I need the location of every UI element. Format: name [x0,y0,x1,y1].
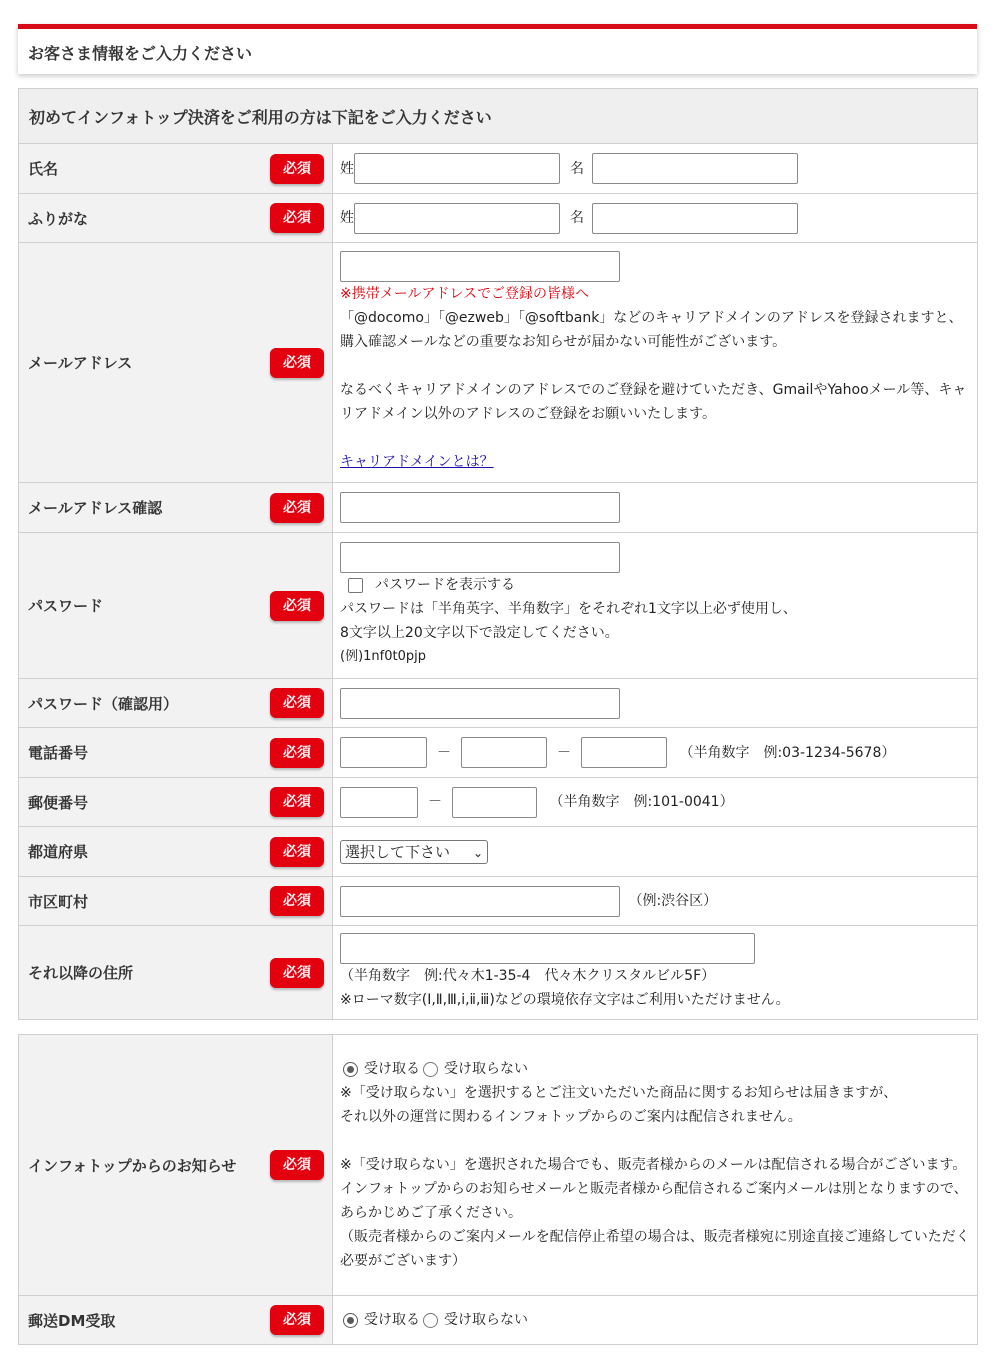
dash-separator: － [437,744,451,761]
dm-receive-radio[interactable] [343,1313,358,1328]
dm-decline-label: 受け取らない [444,1312,528,1328]
password-confirm-label: パスワード（確認用） 必須 [19,679,333,728]
email-input[interactable] [340,251,620,282]
zip-part2-input[interactable] [452,787,537,818]
password-input[interactable] [340,542,620,573]
phone-part2-input[interactable] [461,737,547,768]
address-input[interactable] [340,933,755,964]
notifications-decline-label: 受け取らない [444,1061,528,1077]
notifications-label: インフォトップからのお知らせ 必須 [19,1035,333,1296]
password-confirm-input[interactable] [340,688,620,719]
customer-info-form [18,88,978,1020]
notifications-receive-radio[interactable] [343,1062,358,1077]
notifications-note-1: ※「受け取らない」を選択するとご注文いただいた商品に関するお知らせは届きますが、 [340,1085,898,1101]
zip-part1-input[interactable] [340,787,418,818]
name-label: 氏名 必須 [19,144,333,194]
required-badge: 必須 [270,493,324,523]
first-name-prefix: 名 [570,160,584,177]
zip-label: 郵便番号 必須 [19,778,333,827]
address-field-cell [333,926,978,1020]
email-field-cell [333,243,978,483]
last-kana-prefix: 姓 [340,210,354,226]
dm-field-cell [333,1296,978,1345]
zip-hint: （半角数字 例:101-0041） [549,794,734,810]
notifications-note-5: （販売者様からのご案内メールを配信停止希望の場合は、販売者様宛に別途直接ご連絡していただく必要がございます） [340,1229,970,1269]
chevron-down-icon: ⌄ [472,845,483,860]
city-label: 市区町村 必須 [19,877,333,926]
dash-separator: － [428,794,442,810]
kana-field-cell [333,194,978,243]
phone-hint: （半角数字 例:03-1234-5678） [679,744,896,761]
email-confirm-field-cell [333,483,978,533]
first-kana-input[interactable] [592,203,798,234]
dm-receive-label: 受け取る [364,1312,420,1328]
dm-label: 郵送DM受取 必須 [19,1296,333,1345]
required-badge: 必須 [270,1150,324,1180]
show-password-label: パスワードを表示する [375,577,515,593]
required-badge: 必須 [270,958,324,988]
address-label: それ以降の住所 必須 [19,926,333,1020]
carrier-warning-text: 「@docomo」「@ezweb」「@softbank」などのキャリアドメインのアドレスを登録されますと、購入確認メールなどの重要なお知らせが届かない可能性がございます。 [340,310,963,350]
carrier-advice-text: なるべくキャリアドメインのアドレスでのご登録を避けていただき、GmailやYahooメール等、キャリアドメイン以外のアドレスのご登録をお願いいたします。 [340,382,967,422]
first-kana-prefix: 名 [570,210,584,226]
last-kana-input[interactable] [354,203,560,234]
prefecture-selected-value: 選択して下さい [345,842,451,861]
prefecture-label: 都道府県 必須 [19,827,333,877]
kana-label: ふりがな 必須 [19,194,333,243]
first-name-input[interactable] [592,153,798,184]
required-badge: 必須 [270,154,324,184]
name-field-cell [333,144,978,194]
notifications-note-2: それ以外の運営に関わるインフォトップからのご案内は配信されません。 [340,1109,802,1125]
required-badge: 必須 [270,738,324,768]
password-example: (例)1nf0t0pjp [340,649,426,664]
last-name-input[interactable] [354,153,560,184]
notifications-note-3: ※「受け取らない」を選択された場合でも、販売者様からのメールは配信される場合がございます。 [340,1157,967,1173]
phone-field-cell [333,728,978,778]
required-badge: 必須 [270,1305,324,1335]
page-title: お客さま情報をご入力ください [18,24,977,74]
phone-part1-input[interactable] [340,737,427,768]
address-hint: （半角数字 例:代々木1-35-4 代々木クリスタルビル5F） [340,968,716,984]
zip-field-cell [333,778,978,827]
dm-decline-radio[interactable] [423,1313,438,1328]
city-field-cell [333,877,978,926]
password-length-text: 8文字以上20文字以下で設定してください。 [340,625,619,641]
notifications-receive-label: 受け取る [364,1061,420,1077]
required-badge: 必須 [270,886,324,916]
city-input[interactable] [340,886,620,917]
required-badge: 必須 [270,348,324,378]
last-name-prefix: 姓 [340,160,354,177]
preferences-form [18,1034,978,1345]
required-badge: 必須 [270,787,324,817]
password-label: パスワード 必須 [19,533,333,679]
carrier-domain-link[interactable]: キャリアドメインとは？ [340,454,494,470]
required-badge: 必須 [270,688,324,718]
prefecture-select[interactable] [340,840,488,864]
required-badge: 必須 [270,203,324,233]
carrier-warning-title: ※携帯メールアドレスでご登録の皆様へ [340,286,590,302]
section-title: 初めてインフォトップ決済をご利用の方は下記をご入力ください [19,89,978,144]
dash-separator: － [557,744,571,761]
email-confirm-label: メールアドレス確認 必須 [19,483,333,533]
notifications-decline-radio[interactable] [423,1062,438,1077]
prefecture-field-cell [333,827,978,877]
email-confirm-input[interactable] [340,492,620,523]
city-hint: （例:渋谷区） [628,893,718,909]
password-rule-text: パスワードは「半角英字、半角数字」をそれぞれ1文字以上必ず使用し、 [340,601,797,617]
notifications-field-cell [333,1035,978,1296]
phone-label: 電話番号 必須 [19,728,333,778]
password-confirm-field-cell [333,679,978,728]
email-label: メールアドレス 必須 [19,243,333,483]
show-password-checkbox[interactable] [348,578,363,593]
notifications-note-4: インフォトップからのお知らせメールと販売者様から配信されるご案内メールは別となりますので、あらかじめご了承ください。 [340,1181,968,1221]
password-field-cell [333,533,978,679]
required-badge: 必須 [270,837,324,867]
phone-part3-input[interactable] [581,737,667,768]
required-badge: 必須 [270,591,324,621]
address-warning: ※ローマ数字(Ⅰ,Ⅱ,Ⅲ,ⅰ,ⅱ,ⅲ)などの環境依存文字はご利用いただけません。 [340,992,790,1008]
